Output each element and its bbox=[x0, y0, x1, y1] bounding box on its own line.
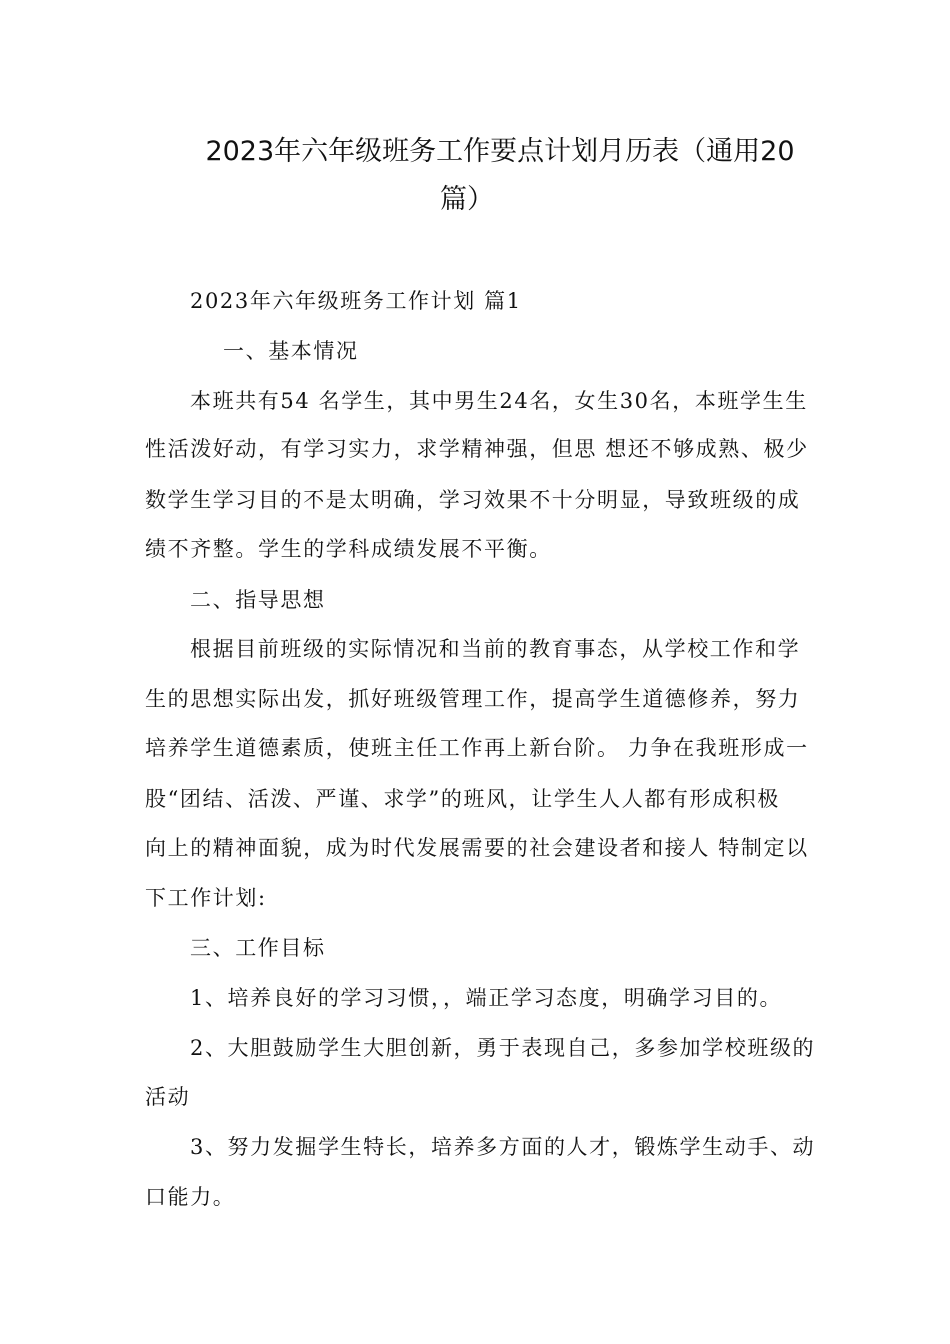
subsection-heading: 二、指导思想 bbox=[190, 588, 326, 612]
paragraph-line: 本班共有54 名学生，其中男生24名，女生30名，本班学生生 bbox=[190, 389, 808, 413]
paragraph-line: 性活泼好动，有学习实力，求学精神强，但思 想还不够成熟、极少 bbox=[145, 437, 809, 461]
paragraph-line: 股“团结、活泼、严谨、求学”的班风，让学生人人都有形成积极 bbox=[145, 787, 780, 811]
section-heading: 2023年六年级班务工作计划 篇1 bbox=[190, 289, 522, 313]
paragraph-line: 数学生学习目的不是太明确，学习效果不十分明显，导致班级的成 bbox=[145, 488, 801, 512]
paragraph-line: 绩不齐整。学生的学科成绩发展不平衡。 bbox=[145, 537, 552, 561]
paragraph-line: 培养学生道德素质，使班主任工作再上新台阶。 力争在我班形成一 bbox=[145, 736, 809, 760]
subsection-heading: 三、工作目标 bbox=[190, 936, 326, 960]
list-item: 1、培养良好的学习习惯，，端正学习态度，明确学习目的。 bbox=[190, 986, 783, 1010]
subsection-heading: 一、基本情况 bbox=[223, 339, 359, 363]
paragraph-line: 生的思想实际出发，抓好班级管理工作，提高学生道德修养，努力 bbox=[145, 687, 801, 711]
list-item-continuation: 口能力。 bbox=[145, 1185, 236, 1209]
list-item-continuation: 活动 bbox=[145, 1085, 191, 1109]
paragraph-line: 下工作计划: bbox=[145, 886, 267, 910]
paragraph-line: 向上的精神面貌，成为时代发展需要的社会建设者和接人 特制定以 bbox=[145, 836, 809, 860]
document-title-line-2: 篇） bbox=[440, 184, 494, 215]
list-item: 2、大胆鼓励学生大胆创新，勇于表现自己，多参加学校班级的 bbox=[190, 1036, 816, 1060]
paragraph-line: 根据目前班级的实际情况和当前的教育事态，从学校工作和学 bbox=[190, 637, 801, 661]
document-title-line-1: 2023年六年级班务工作要点计划月历表（通用20 bbox=[205, 136, 795, 167]
list-item: 3、努力发掘学生特长，培养多方面的人才，锻炼学生动手、动 bbox=[190, 1135, 816, 1159]
